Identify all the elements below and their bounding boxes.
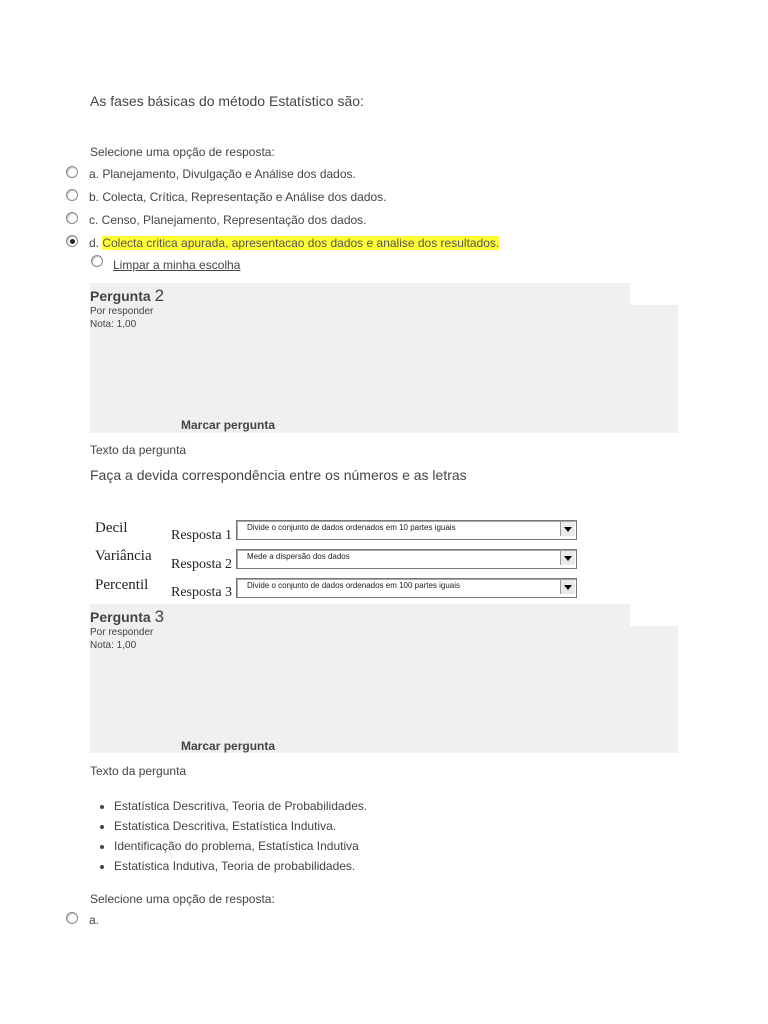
question-3-info-panel — [90, 626, 678, 753]
match-response-1: Resposta 1 — [171, 528, 233, 543]
q1-option-c-label: c. Censo, Planejamento, Representação dos dados. — [89, 213, 367, 227]
question-2-header-bar — [90, 283, 630, 305]
radio-unchecked-icon[interactable] — [66, 166, 78, 178]
radio-unchecked-icon[interactable] — [91, 255, 103, 267]
match-select-3[interactable] — [236, 578, 577, 598]
question-3-header-bar — [90, 604, 630, 626]
q1-option-d-label: Colecta critica apurada, apresentacao dos dados e analise dos resultados. — [102, 236, 500, 250]
match-select-2[interactable] — [236, 549, 577, 569]
list-item: • Identificação do problema, Estatística Indutiva — [114, 838, 367, 858]
chevron-down-icon[interactable] — [560, 580, 575, 594]
match-response-3: Resposta 3 — [171, 585, 233, 600]
question-2-text-label: Texto da pergunta — [90, 443, 187, 457]
match-term-2: Variância — [95, 548, 152, 564]
list-item: • Estatística Indutiva, Teoria de probabilidades. — [114, 858, 367, 878]
list-item: • Estatística Descritiva, Teoria de Probabilidades. — [114, 798, 367, 818]
radio-unchecked-icon[interactable] — [66, 189, 78, 201]
radio-checked-icon[interactable] — [66, 235, 78, 247]
question-3-status: Por responder — [90, 627, 154, 638]
question-2-flag-link[interactable]: Marcar pergunta — [181, 418, 276, 432]
question-3-bullet-list — [90, 798, 367, 878]
q1-option-d-prefix: d. — [89, 236, 103, 250]
list-item: • Estatística Descritiva, Estatística Indutiva. — [114, 818, 367, 838]
match-term-3: Percentil — [95, 577, 149, 593]
question-3-grade: Nota: 1,00 — [90, 640, 137, 651]
question-3-flag-link[interactable]: Marcar pergunta — [181, 739, 276, 753]
chevron-down-icon[interactable] — [560, 551, 575, 565]
match-term-1: Decil — [95, 520, 128, 536]
question-2-info-column — [90, 330, 180, 430]
match-select-1-value: Divide o conjunto de dados ordenados em 10 partes iguais — [247, 523, 456, 532]
question-3-prompt: Selecione uma opção de resposta: — [90, 892, 275, 906]
question-3-number: 3 — [154, 607, 165, 626]
question-2-number: 2 — [154, 286, 165, 305]
question-1-prompt: Selecione uma opção de resposta: — [90, 145, 275, 159]
question-2-status: Por responder — [90, 306, 154, 317]
question-2-heading — [90, 286, 164, 306]
question-2-text: Faça a devida correspondência entre os números e as letras — [90, 467, 467, 483]
question-3-text-label: Texto da pergunta — [90, 764, 187, 778]
question-1-text: As fases básicas do método Estatístico são: — [90, 93, 364, 109]
question-3-label: Pergunta — [90, 609, 151, 625]
radio-unchecked-icon[interactable] — [66, 212, 78, 224]
match-select-3-value: Divide o conjunto de dados ordenados em 100 partes iguais — [247, 581, 461, 590]
question-2-grade: Nota: 1,00 — [90, 319, 137, 330]
q1-option-b-label: b. Colecta, Crítica, Representação e Análise dos dados. — [89, 190, 387, 204]
question-2-label: Pergunta — [90, 288, 151, 304]
question-3-heading — [90, 607, 164, 627]
clear-choice-link[interactable]: Limpar a minha escolha — [113, 258, 241, 272]
q1-option-a-label: a. Planejamento, Divulgação e Análise dos dados. — [89, 167, 356, 181]
match-select-1[interactable] — [236, 520, 577, 540]
q1-option-d-text — [89, 236, 499, 250]
match-select-2-value: Mede a dispersão dos dados — [247, 552, 350, 561]
q3-option-a-label: a. — [89, 913, 100, 927]
chevron-down-icon[interactable] — [560, 522, 575, 536]
radio-unchecked-icon[interactable] — [66, 912, 78, 924]
match-response-2: Resposta 2 — [171, 557, 233, 572]
